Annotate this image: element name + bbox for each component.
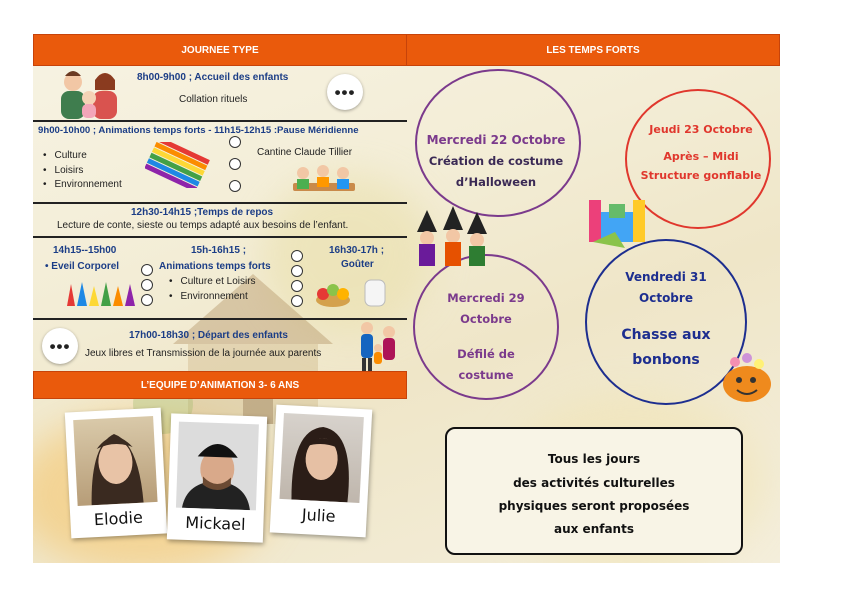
team-photo-card — [65, 408, 167, 539]
event-text-mercredi-22 — [421, 130, 571, 193]
note-line: physiques seront proposées — [498, 499, 690, 513]
bullet-item: • Loisirs — [43, 164, 122, 179]
children-eating-illustration — [289, 159, 359, 201]
portrait-mickael — [176, 422, 259, 511]
row2-bullets — [43, 149, 122, 193]
row4-col3-time: 16h30-17h ; — [329, 245, 385, 256]
bouncy-castle-illustration — [585, 184, 649, 250]
event-line: costume — [458, 368, 514, 382]
radio-circle-icon — [141, 264, 153, 276]
family-illustration — [55, 68, 125, 122]
team-photo — [279, 413, 363, 503]
event-spacer — [413, 330, 559, 344]
radio-circle-icon — [141, 294, 153, 306]
event-line: d’Halloween — [455, 175, 537, 189]
event-line: Jeudi 23 Octobre — [649, 123, 753, 136]
event-line: Vendredi 31 — [625, 270, 707, 284]
row5-time: 17h00-18h30 ; Départ des enfants — [129, 330, 288, 341]
event-line: Octobre — [639, 291, 693, 305]
portrait-julie — [279, 413, 363, 503]
daily-activities-note — [445, 427, 743, 555]
event-spacer — [585, 309, 747, 323]
fruit-bowl-illustration — [313, 274, 393, 310]
note-line: des activités culturelles — [513, 476, 675, 490]
row4-col2-title: Animations temps forts — [159, 261, 271, 272]
row4-col3-sub: Goûter — [341, 259, 374, 270]
row4-col1-item: • Eveil Corporel — [45, 261, 120, 272]
event-line: Après – Midi — [663, 150, 739, 163]
row4-col2-time: 15h-16h15 ; — [191, 245, 247, 256]
team-member-name: Mickael — [185, 512, 246, 535]
event-line: bonbons — [632, 352, 700, 368]
program-sheet — [33, 34, 780, 563]
row4-col1-item-text: Eveil Corporel — [51, 261, 120, 272]
hands-illustration — [61, 276, 139, 308]
canteen-label: Cantine Claude Tillier — [257, 147, 353, 158]
ellipsis-bubble-icon: ••• — [42, 328, 78, 364]
team-member-name: Elodie — [93, 507, 144, 530]
row-divider — [33, 236, 407, 238]
event-line: Structure gonflable — [640, 169, 762, 182]
event-spacer — [631, 139, 771, 147]
team-photo — [176, 422, 259, 511]
crayons-illustration — [145, 142, 215, 188]
team-header: L’EQUIPE D’ANIMATION 3- 6 ANS — [33, 371, 407, 399]
event-line: Défilé de — [457, 347, 515, 361]
event-line: Octobre — [460, 312, 512, 326]
bullet-item: • Environnement — [43, 178, 122, 193]
pumpkin-candy-illustration — [721, 346, 780, 404]
witches-illustration — [415, 206, 493, 268]
row-divider — [33, 120, 407, 122]
row-divider — [33, 318, 407, 320]
ellipsis-bubble-icon: ••• — [327, 74, 363, 110]
row2-time: 9h00-10h00 ; Animations temps forts - 11h15-12h15 :Pause Méridienne — [38, 125, 359, 136]
radio-circle-icon — [291, 250, 303, 262]
note-line: aux enfants — [554, 522, 634, 536]
team-photo-card — [167, 413, 267, 542]
radio-circle-icon — [291, 295, 303, 307]
journee-type-header: JOURNEE TYPE — [33, 34, 407, 66]
portrait-elodie — [73, 416, 157, 506]
radio-circle-icon — [291, 280, 303, 292]
bullet-item: • Culture et Loisirs — [169, 275, 256, 290]
row1-time: 8h00-9h00 ; Accueil des enfants — [137, 72, 289, 83]
team-photo — [73, 416, 157, 506]
row4-col1-time: 14h15--15h00 — [53, 245, 117, 256]
event-text-jeudi-23 — [631, 120, 771, 185]
event-line: Mercredi 22 Octobre — [426, 133, 566, 147]
event-line: Mercredi 29 — [447, 291, 525, 305]
bullet-item: • Environnement — [169, 290, 256, 305]
row-divider — [33, 202, 407, 204]
note-line: Tous les jours — [547, 452, 641, 466]
row1-sub: Collation rituels — [179, 94, 248, 105]
radio-circle-icon — [229, 180, 241, 192]
row3-time: 12h30-14h15 ;Temps de repos — [131, 207, 274, 218]
row5-sub: Jeux libres et Transmission de la journée aux parents — [85, 348, 322, 359]
event-line: Chasse aux — [621, 327, 711, 343]
team-member-name: Julie — [301, 505, 336, 526]
team-photo-card — [270, 405, 373, 538]
row3-sub: Lecture de conte, sieste ou temps adapté aux besoins de l’enfant. — [57, 220, 349, 231]
event-line: Création de costume — [428, 154, 564, 168]
temps-forts-header: LES TEMPS FORTS — [406, 34, 780, 66]
radio-circle-icon — [229, 136, 241, 148]
radio-circle-icon — [229, 158, 241, 170]
event-text-mercredi-29 — [413, 288, 559, 386]
parents-child-illustration — [353, 320, 403, 376]
radio-circle-icon — [291, 265, 303, 277]
bullet-item: • Culture — [43, 149, 122, 164]
row4-col2-bullets — [169, 275, 256, 304]
radio-circle-icon — [141, 279, 153, 291]
